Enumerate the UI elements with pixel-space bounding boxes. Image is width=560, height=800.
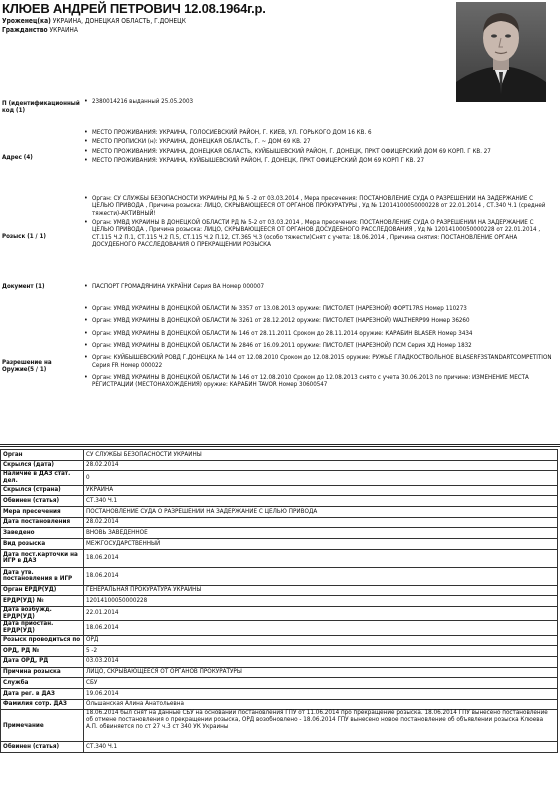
table-value: 18.06.2014 [84,567,558,585]
table-value: СТ.340 Ч.1 [84,742,558,753]
info-item-text: МЕСТО ПРОПИСКИ (н): УКРАИНА, ДОНЕЦКАЯ ОБЛАСТЬ, Г. ~ ДОМ 69 КВ. 27 [92,138,311,146]
info-label: Документ (1) [2,283,45,290]
info-item [84,138,556,145]
table-row [1,656,558,667]
table-row [1,549,558,567]
table-value: 18.06.2014 [84,621,558,635]
table-row [1,528,558,539]
table-key: Заведено [1,528,84,539]
table-row [1,460,558,471]
birthplace-label: Уроженец(ка) [2,16,51,25]
table-key: Дата ОРД, РД [1,656,84,667]
table-row [1,596,558,607]
info-row [0,303,560,394]
table-row [1,635,558,646]
info-item [84,342,556,349]
table-key: Дата утв. постановления в ИГР [1,567,84,585]
table-key: Наличие в ДАЗ стат. дел. [1,471,84,485]
table-value: 0 [84,471,558,485]
wanted-details-table [0,449,558,753]
table-value: ОРД [84,635,558,646]
info-item [84,330,556,337]
table-value: СТ.340 Ч.1 [84,496,558,507]
info-label: Разрешение на Оружие(5 / 1) [2,359,52,374]
info-label: Адрес (4) [2,154,33,161]
bullet-icon: • [84,353,88,362]
table-value: 28.02.2014 [84,460,558,471]
info-item-text: ПАСПОРТ ГРОМАДЯНИНА УКРАЇНИ Серия ВА Номер 000007 [92,283,265,290]
table-key: Дата приостан. ЕРДР(УД) [1,621,84,635]
table-value: 22.01.2014 [84,607,558,621]
table-key: Орган [1,450,84,461]
info-item [84,129,556,136]
table-key: Дата пост.карточки на ИГР в ДАЗ [1,549,84,567]
info-item [84,148,556,155]
table-row [1,450,558,461]
bullet-icon: • [84,155,88,164]
table-row [1,496,558,507]
table-row [1,621,558,635]
table-key: Скрылся (дата) [1,460,84,471]
info-item-text: Орган: УМВД УКРАИНЫ В ДОНЕЦКОЙ ОБЛАСТИ № 3261 от 28.12.2012 оружие: ПИСТОЛЕТ (НАРЕЗНОЙ) WALTHERP99 Номер 36260 [92,317,470,325]
info-item-text: Орган: КУЙБЫШЕВСКИЙ РОВД Г.ДОНЕЦКА № 144 от 12.08.2010 Сроком до 12.08.2015 оружие: РУЖЬЕ ГЛАДКОСТВОЛЬНОЕ BLASERF3STANDARTCOMPETITION Серия FR Номер 000022 [92,354,552,369]
table-row [1,517,558,528]
table-key: Примечание [1,710,84,742]
info-item-text: Орган: УМВД УКРАИНЫ В ДОНЕЦКОЙ ОБЛАСТИ № 3357 от 13.08.2013 оружие: ПИСТОЛЕТ (НАРЕЗНОЙ) ФОРТ17RS Номер 110273 [92,305,467,312]
bullet-icon: • [84,137,88,146]
info-item-text: 2380014216 выданный 25.05.2003 [92,98,194,105]
info-values [84,303,560,389]
table-value: 03.03.2014 [84,656,558,667]
table-value: ВНОВЬ ЗАВЕДЕННОЕ [84,528,558,539]
citizenship-line [2,27,452,35]
table-value: ГЕНЕРАЛЬНАЯ ПРОКУРАТУРА УКРАИНЫ [84,585,558,596]
section-divider-2 [0,446,560,447]
info-item [84,283,556,290]
table-key: Розыск проводиться по [1,635,84,646]
table-key: ЕРДР(УД) № [1,596,84,607]
table-row [1,688,558,699]
table-key: Дата рег. в ДАЗ [1,688,84,699]
info-item-text: МЕСТО ПРОЖИВАНИЯ: УКРАИНА, КУЙБЫШЕВСКИЙ РАЙОН, Г. ДОНЕЦК, ПРКТ ОФИЦЕРСКИЙ ДОМ 69 КОРП Г КВ. 27 [92,156,425,164]
table-key: Служба [1,678,84,689]
table-key: Мера пресечения [1,506,84,517]
table-key: Обвинен (статья) [1,496,84,507]
table-value: УКРАИНА [84,485,558,496]
birthplace-line [2,18,452,26]
table-key: Фамилия сотр. ДАЗ [1,699,84,710]
table-row [1,506,558,517]
table-row [1,710,558,742]
birthplace-value: УКРАИНА, ДОНЕЦКАЯ ОБЛАСТЬ, Г.ДОНЕЦК [52,16,186,25]
table-key: Причина розыска [1,667,84,678]
section-divider [0,444,560,445]
info-values [84,195,560,248]
bullet-icon: • [84,146,88,155]
bullet-icon: • [84,217,88,226]
header [2,1,452,34]
bullet-icon: • [84,316,88,325]
bullet-icon: • [84,97,88,105]
info-row [0,126,560,166]
table-row [1,585,558,596]
table-value: 18.06.2014 был снят на данные СБУ на основании постановления ГПУ от 11.06.2014 про прекращение розыска. 18.06.2014 ГПУ вынесено постановление об отмене постановления о прекращении розыска, ОРД возобновлено - 18.06.2014 ГПУ вынесено новое постановление об объявлении розыска Клюева А.П. обвиняется по ст 27 ч.3 ст 340 УК Украины [84,710,558,742]
table-row [1,607,558,621]
table-value: Ольшанская Алина Анатольевна [84,699,558,710]
table-value: СУ СЛУЖБЫ БЕЗОПАСНОСТИ УКРАИНЫ [84,450,558,461]
bullet-icon: • [84,328,88,337]
table-key: Обвинен (статья) [1,742,84,753]
info-item-text: Орган: УМВД УКРАИНЫ В ДОНЕЦКОЙ ОБЛАСТИ № 146 от 12.08.2010 Сроком до 12.08.2013 снято с учета 30.06.2013 по причине: ИЗМЕНЕНИЕ МЕСТА РЕГИСТРАЦИИ (МЕСТОНАХОЖДЕНИЯ) оружие: КАРАБИН TAVOR Номер 30600547 [92,373,529,389]
table-row [1,646,558,657]
info-row [0,97,560,115]
info-item [84,98,556,105]
info-label: П (идентификационный код (1) [2,100,80,115]
table-value: СБУ [84,678,558,689]
table-value: ПОСТАНОВЛЕНИЕ СУДА О РАЗРЕШЕНИИ НА ЗАДЕРЖАНИЕ С ЦЕЛЬЮ ПРИВОДА [84,506,558,517]
info-values [84,283,560,290]
portrait-image [456,2,546,102]
info-item-text: МЕСТО ПРОЖИВАНИЯ: УКРАИНА, ДОНЕЦКАЯ ОБЛАСТЬ, КУЙБЫШЕВСКИЙ РАЙОН, Г. ДОНЕЦК, ПРКТ ОФИЦЕРСКИЙ ДОМ 69 КОРП. Г КВ. 27 [92,147,491,155]
bullet-icon: • [84,282,88,290]
info-item-text: Орган: УМВД УКРАИНЫ В ДОНЕЦКОЙ ОБЛАСТИ № 146 от 28.11.2011 Сроком до 28.11.2014 оружие: КАРАБИН BLASER Номер 3434 [92,329,473,337]
table-value: 12014100050000228 [84,596,558,607]
citizenship-label: Гражданство [2,25,48,34]
bullet-icon: • [84,372,88,381]
info-item-text: Орган: УМВД УКРАИНЫ В ДОНЕЦКОЙ ОБЛАСТИ № 2846 от 16.09.2011 оружие: ПИСТОЛЕТ (НАРЕЗНОЙ) ПСМ Серия ХД Номер 1832 [92,341,472,349]
info-values [84,126,560,164]
info-item-text: Орган: УМВД УКРАИНЫ В ДОНЕЦКОЙ ОБЛАСТИ РД № 5-2 от 03.03.2014 , Мера пресечения: ПОСТАНОВЛЕНИЕ СУДА О РАЗРЕШЕНИИ НА ЗАДЕРЖАНИЕ С ЦЕЛЬЮ ПРИВОДА , Причина розыска: ЛИЦО, СКРЫВАЮЩЕЕСЯ ОТ ОРГАНОВ ДОСУДЕБНОГО РАССЛЕДОВАНИЯ , Уд № 12014100050000228 от 22.01.2014 , СТ.115 Ч.2 П.1, СТ.115 Ч.2 П.5, СТ.115 Ч.2 П.12, СТ.365 Ч.3 (особо тяжести)Снят с учета: 18.06.2014 , Причина снятия: ПОСТАНОВЛЕНИЕ ОРГАНА ДОСУДЕБНОГО РАССЛЕДОВАНИЯ О ПРЕКРАЩЕНИИ РОЗЫСКА [92,218,541,248]
table-value: 28.02.2014 [84,517,558,528]
bullet-icon: • [84,304,88,312]
table-value: 5 -2 [84,646,558,657]
table-row [1,742,558,753]
table-row [1,667,558,678]
info-values [84,98,560,105]
person-name: КЛЮЕВ АНДРЕЙ ПЕТРОВИЧ 12.08.1964г.р. [2,1,266,16]
portrait-photo [456,2,546,102]
bullet-icon: • [84,340,88,349]
info-item [84,374,556,389]
table-row [1,678,558,689]
info-item [84,195,556,217]
info-label: Розыск (1 / 1) [2,233,46,240]
bullet-icon: • [84,194,88,202]
info-item [84,219,556,248]
table-value: МЕЖГОСУДАРСТВЕННЫЙ [84,539,558,550]
table-row [1,539,558,550]
table-row [1,471,558,485]
info-item [84,354,556,369]
table-key: Дата постановления [1,517,84,528]
table-value: 19.06.2014 [84,688,558,699]
citizenship-value: УКРАИНА [49,25,78,34]
bullet-icon: • [84,128,88,136]
info-item-text: Орган: СУ СЛУЖБЫ БЕЗОПАСНОСТИ УКРАИНЫ РД № 5 -2 от 03.03.2014 , Мера пресечения: ПОСТАНОВЛЕНИЕ СУДА О РАЗРЕШЕНИИ НА ЗАДЕРЖАНИЕ С ЦЕЛЬЮ ПРИВОДА , Причина розыска: ЛИЦО, СКРЫВАЮЩЕЕСЯ ОТ ОРГАНОВ ПРОКУРАТУРЫ , Уд № 12014100050000228 от 22.01.2014 , СТ.340 Ч.1 (средней тяжести)-АКТИВНЫЙ! [92,195,546,217]
info-row [0,195,560,250]
table-row [1,485,558,496]
info-item [84,305,556,312]
info-item [84,157,556,164]
info-item [84,317,556,324]
table-key: Дата возбужд. ЕРДР(УД) [1,607,84,621]
table-row [1,567,558,585]
table-value: ЛИЦО, СКРЫВАЮЩЕЕСЯ ОТ ОРГАНОВ ПРОКУРАТУРЫ [84,667,558,678]
table-key: Вид розыска [1,539,84,550]
table-key: Орган ЕРДР(УД) [1,585,84,596]
table-key: Скрылся (страна) [1,485,84,496]
info-row [0,283,560,292]
info-item-text: МЕСТО ПРОЖИВАНИЯ: УКРАИНА, ГОЛОСИЕВСКИЙ РАЙОН, Г. КИЕВ, УЛ. ГОРЬКОГО ДОМ 16 КВ. 6 [92,129,372,136]
table-key: ОРД, РД № [1,646,84,657]
table-value: 18.06.2014 [84,549,558,567]
